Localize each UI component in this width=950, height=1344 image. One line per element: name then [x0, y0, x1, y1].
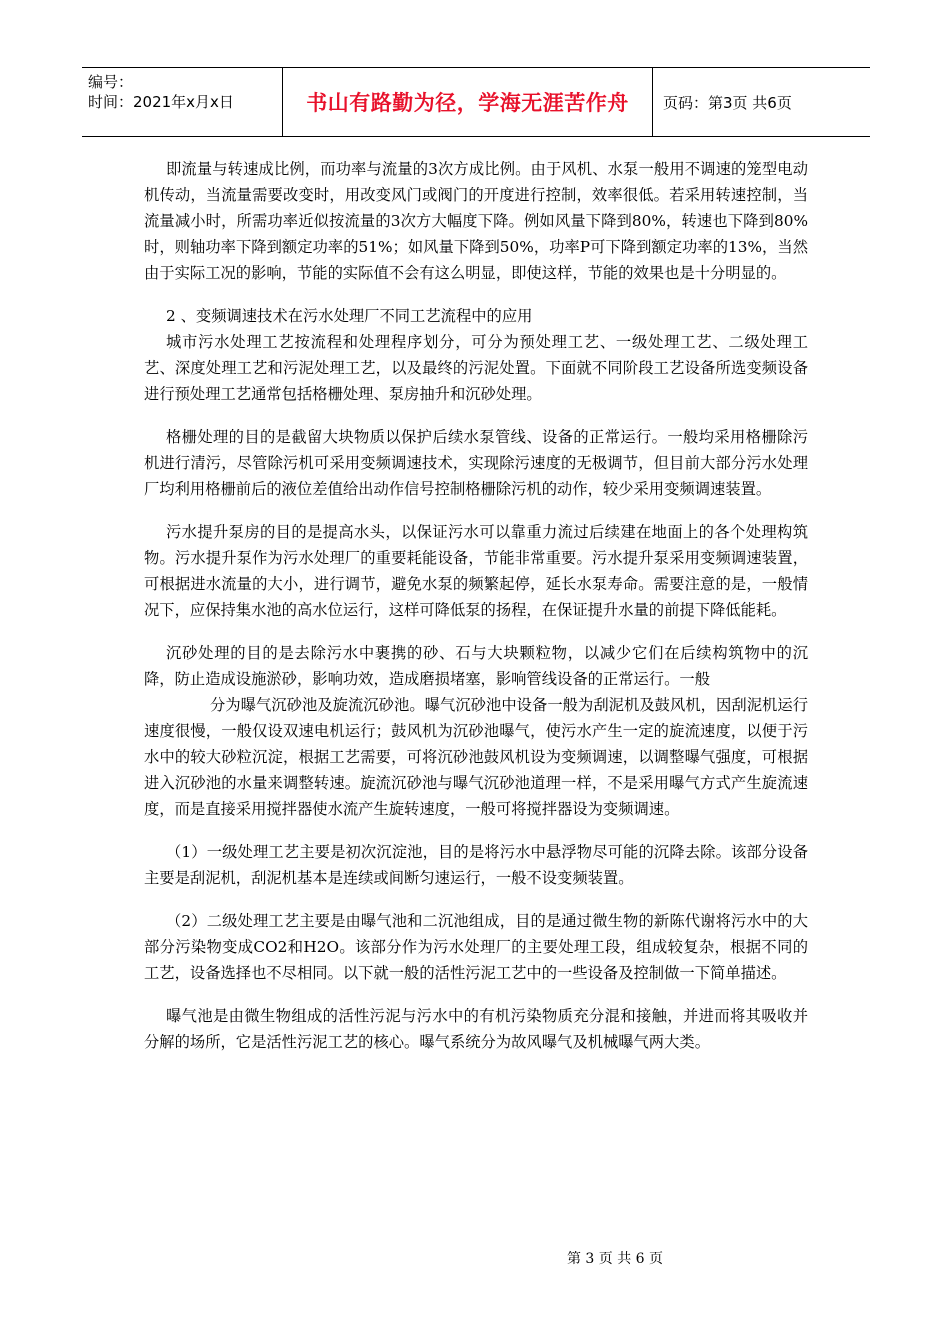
- motto: 书山有路勤为径，学海无涯苦作舟: [283, 68, 653, 136]
- number-label: 编号：: [88, 73, 134, 91]
- header-left-cell: [82, 68, 283, 136]
- paragraph-6: （1）一级处理工艺主要是初次沉淀池，目的是将污水中悬浮物尽可能的沉降去除。该部分设备主要是刮泥机，刮泥机基本是连续或间断匀速运行，一般不设变频装置。: [144, 843, 808, 887]
- footer-page-number: 第 3 页 共 6 页: [566, 1251, 664, 1267]
- page-info: 页码：第3页 共6页: [663, 93, 792, 112]
- paragraph-7: （2）二级处理工艺主要是由曝气池和二沉池组成，目的是通过微生物的新陈代谢将污水中的大部分污染物变成CO2和H2O。该部分作为污水处理厂的主要处理工段，组成较复杂，根据不同的工艺，设备选择也不尽相同。以下就一般的活性污泥工艺中的一些设备及控制做一下简单描述。: [144, 912, 808, 982]
- document-body: [144, 156, 808, 1055]
- paragraph-3: 格栅处理的目的是截留大块物质以保护后续水泵管线、设备的正常运行。一般均采用格栅除污机进行清污，尽管除污机可采用变频调速技术，实现除污速度的无极调节，但目前大部分污水处理厂均利用格栅前后的液位差值给出动作信号控制格栅除污机的动作，较少采用变频调速装置。: [144, 428, 808, 498]
- page-footer: [0, 1248, 950, 1268]
- header-table: [82, 67, 870, 137]
- paragraph-2: 城市污水处理工艺按流程和处理程序划分，可分为预处理工艺、一级处理工艺、二级处理工艺、深度处理工艺和污泥处理工艺，以及最终的污泥处置。下面就不同阶段工艺设备所选变频设备进行预处理工艺通常包括格栅处理、泵房抽升和沉砂处理。: [144, 333, 808, 403]
- paragraph-4: 污水提升泵房的目的是提高水头，以保证污水可以靠重力流过后续建在地面上的各个处理构筑物。污水提升泵作为污水处理厂的重要耗能设备，节能非常重要。污水提升泵采用变频调速装置，可根据进水流量的大小，进行调节，避免水泵的频繁起停，延长水泵寿命。需要注意的是，一般情况下，应保持集水池的高水位运行，这样可降低泵的扬程，在保证提升水量的前提下降低能耗。: [144, 523, 808, 619]
- paragraph-5a: 沉砂处理的目的是去除污水中裹携的砂、石与大块颗粒物，以减少它们在后续构筑物中的沉降，防止造成设施淤砂，影响功效，造成磨损堵塞，影响管线设备的正常运行。一般: [144, 644, 808, 688]
- paragraph-5b: 分为曝气沉砂池及旋流沉砂池。曝气沉砂池中设备一般为刮泥机及鼓风机，因刮泥机运行速度很慢，一般仅设双速电机运行；鼓风机为沉砂池曝气，使污水产生一定的旋流速度，以便于污水中的较大砂粒沉淀，根据工艺需要，可将沉砂池鼓风机设为变频调速，以调整曝气强度，可根据进入沉砂池的水量来调整转速。旋流沉砂池与曝气沉砂池道理一样，不是采用曝气方式产生旋流速度，而是直接采用搅拌器使水流产生旋转速度，一般可将搅拌器设为变频调速。: [144, 696, 808, 818]
- section-heading-2: 2 、变频调速技术在污水处理厂不同工艺流程中的应用: [166, 307, 533, 325]
- time-label: 时间：2021年x月x日: [88, 93, 234, 111]
- paragraph-8: 曝气池是由微生物组成的活性污泥与污水中的有机污染物质充分混和接触，并进而将其吸收并分解的场所，它是活性污泥工艺的核心。曝气系统分为故风曝气及机械曝气两大类。: [144, 1007, 808, 1051]
- paragraph-1: 即流量与转速成比例，而功率与流量的3次方成比例。由于风机、水泵一般用不调速的笼型电动机传动，当流量需要改变时，用改变风门或阀门的开度进行控制，效率很低。若采用转速控制，当流量减小时，所需功率近似按流量的3次方大幅度下降。例如风量下降到80%，转速也下降到80%时，则轴功率下降到额定功率的51%；如风量下降到50%，功率P可下降到额定功率的13%，当然由于实际工况的影响，节能的实际值不会有这么明显，即使这样，节能的效果也是十分明显的。: [144, 160, 808, 282]
